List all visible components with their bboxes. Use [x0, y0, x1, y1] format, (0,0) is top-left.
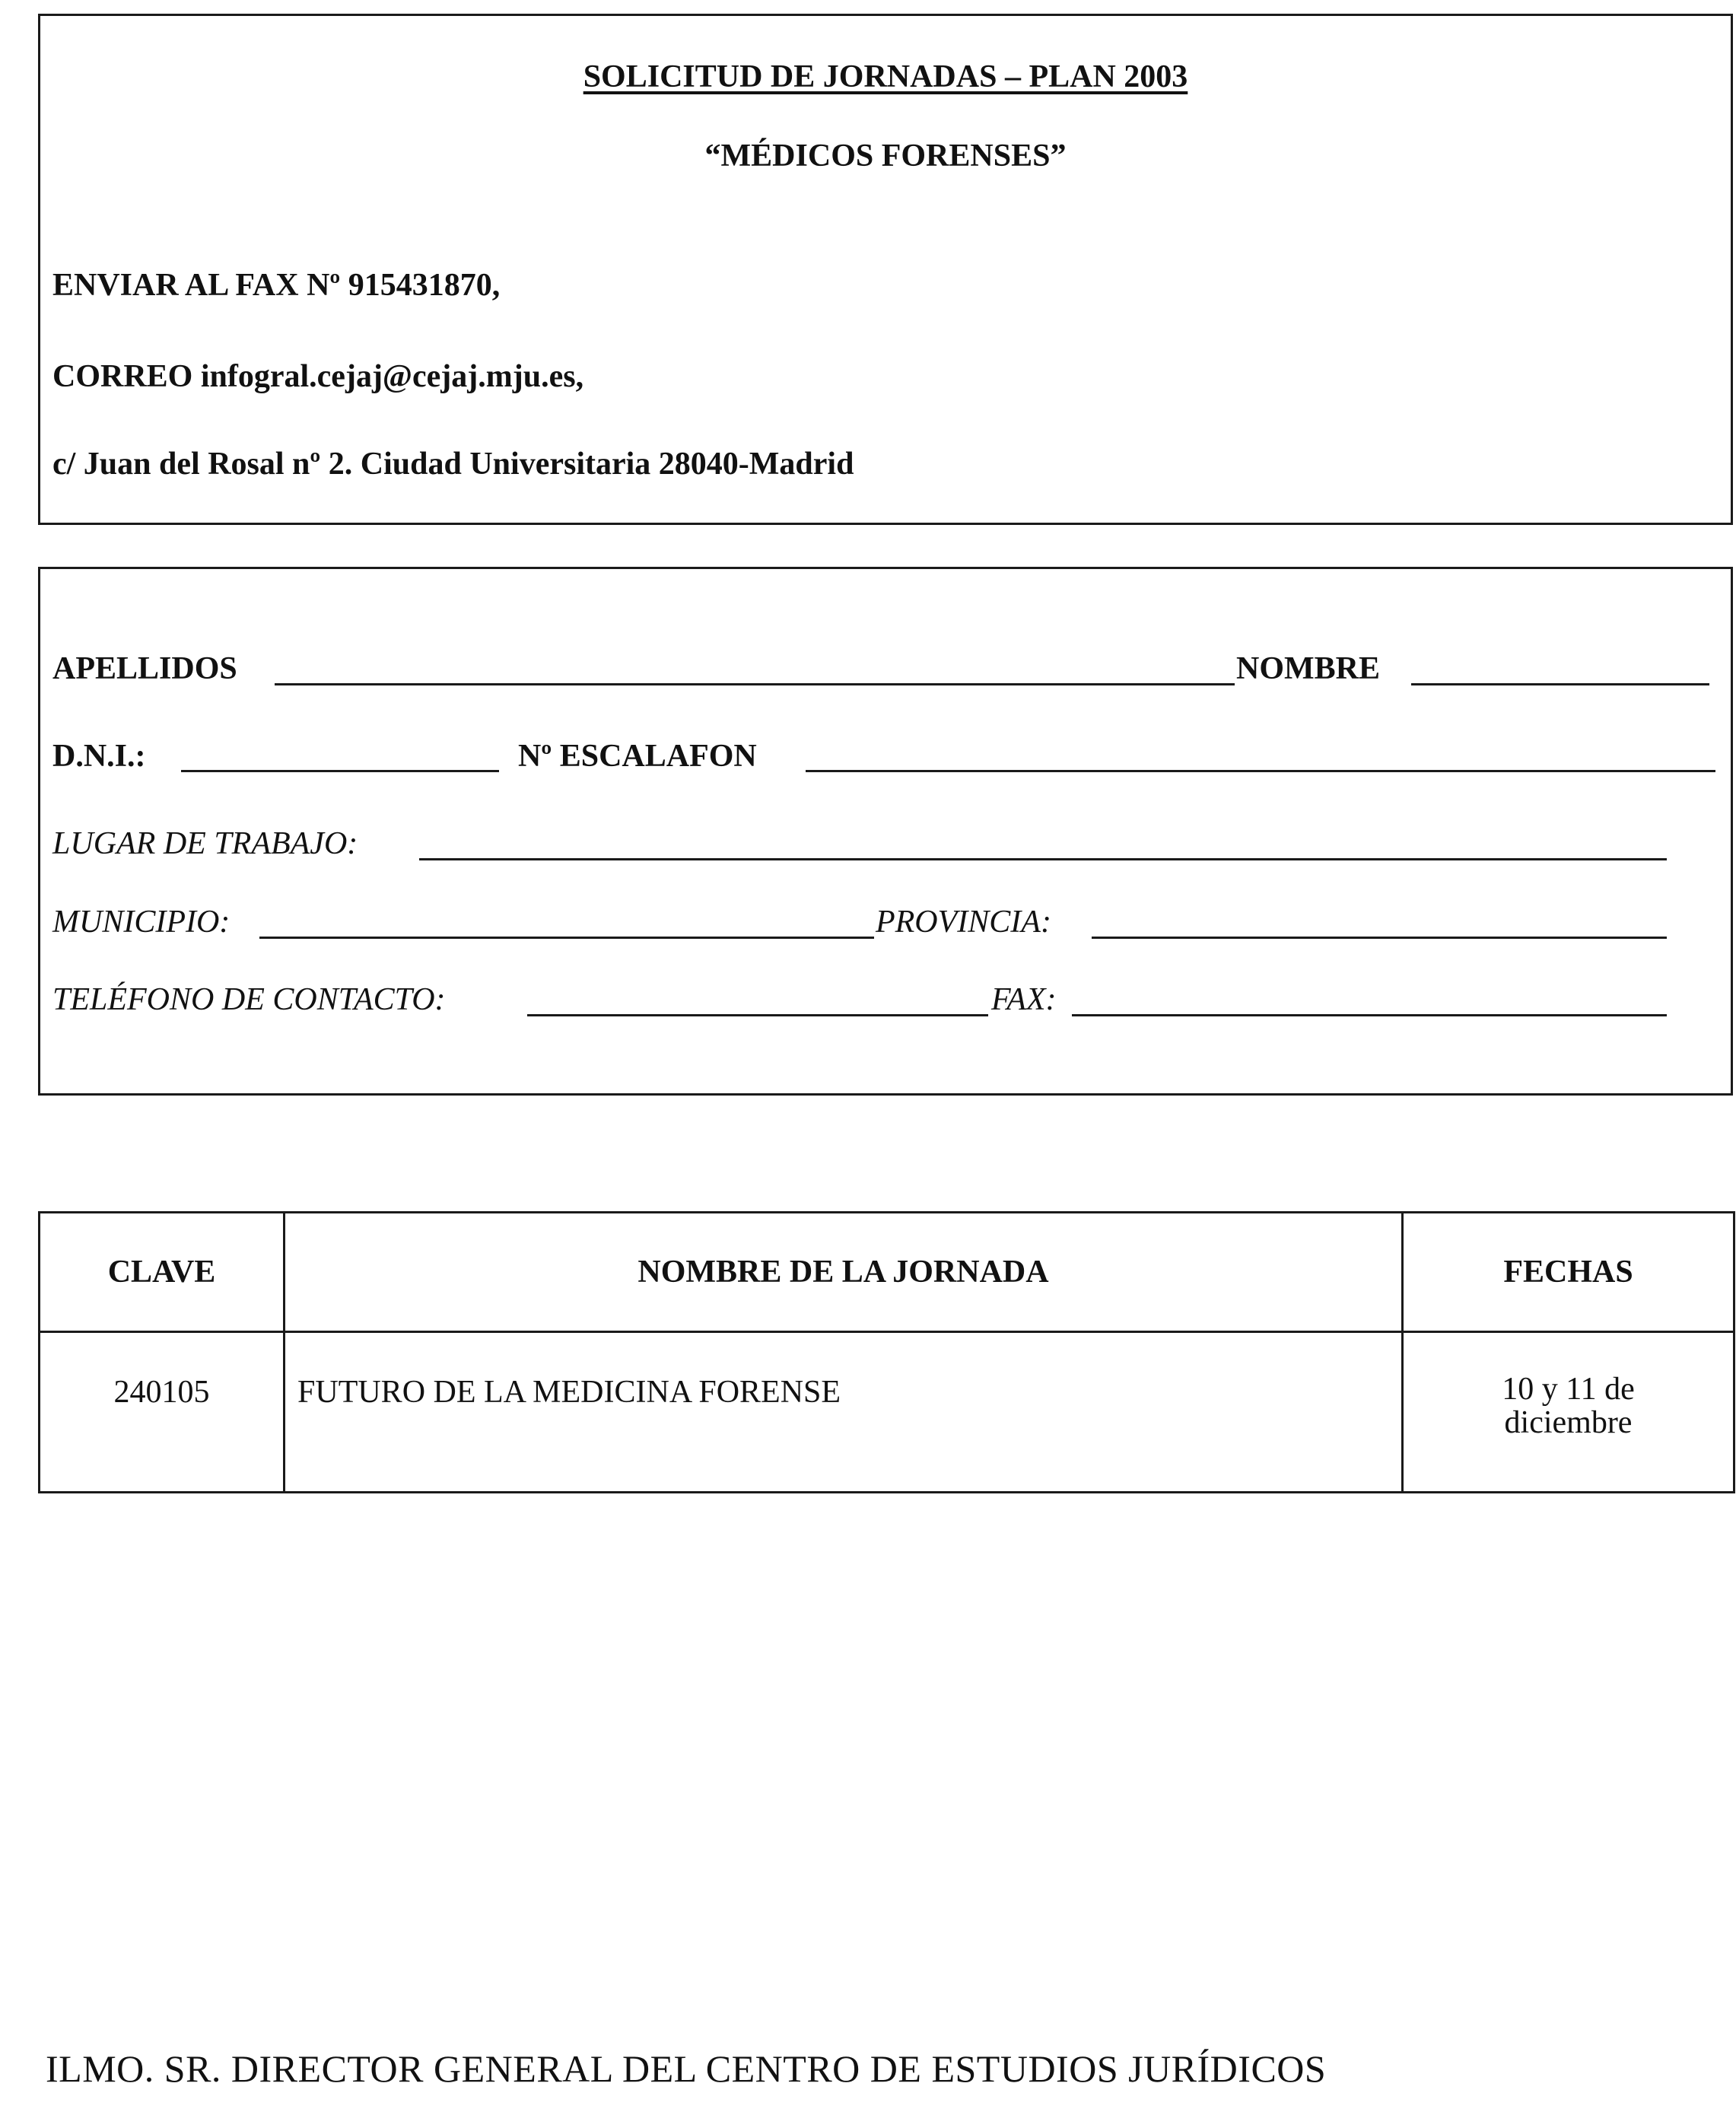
apellidos-field[interactable]: [275, 683, 1235, 685]
fechas-line-2: diciembre: [1504, 1405, 1633, 1441]
lugar-trabajo-field[interactable]: [419, 858, 1667, 860]
fax-field[interactable]: [1072, 1014, 1667, 1016]
nombre-field[interactable]: [1411, 683, 1709, 685]
dni-field[interactable]: [181, 770, 499, 772]
dni-label: D.N.I.:: [52, 739, 146, 774]
applicant-box: [38, 567, 1733, 1096]
provincia-field[interactable]: [1092, 937, 1667, 939]
course-table: [38, 1211, 1735, 1493]
telefono-field[interactable]: [527, 1014, 988, 1016]
column-header-clave: CLAVE: [40, 1213, 285, 1332]
provincia-label: PROVINCIA:: [876, 905, 1051, 940]
table-header-row: [40, 1213, 1734, 1332]
lugar-trabajo-label: LUGAR DE TRABAJO:: [52, 826, 358, 861]
municipio-label: MUNICIPIO:: [52, 905, 231, 940]
header-box: [38, 14, 1733, 525]
fechas-cell: [1403, 1332, 1734, 1493]
municipio-field[interactable]: [259, 937, 874, 939]
fax-label: FAX:: [991, 982, 1057, 1017]
clave-cell: 240105: [40, 1332, 285, 1493]
fax-instruction: ENVIAR AL FAX Nº 915431870,: [52, 268, 501, 303]
nombre-label: NOMBRE: [1236, 651, 1380, 686]
table-row: [40, 1332, 1734, 1493]
email-instruction: CORREO infogral.cejaj@cejaj.mju.es,: [52, 359, 584, 394]
form-subtitle: “MÉDICOS FORENSES”: [704, 138, 1067, 173]
nombre-cell: FUTURO DE LA MEDICINA FORENSE: [285, 1332, 1403, 1493]
form-title: SOLICITUD DE JORNADAS – PLAN 2003: [583, 59, 1188, 94]
addressee-line: ILMO. SR. DIRECTOR GENERAL DEL CENTRO DE ESTUDIOS JURÍDICOS: [46, 2047, 1327, 2090]
column-header-fechas: FECHAS: [1403, 1213, 1734, 1332]
escalafon-field[interactable]: [806, 770, 1715, 772]
column-header-nombre: NOMBRE DE LA JORNADA: [285, 1213, 1403, 1332]
fechas-line-1: 10 y 11 de: [1502, 1372, 1635, 1407]
apellidos-label: APELLIDOS: [52, 651, 237, 686]
postal-address: c/ Juan del Rosal nº 2. Ciudad Universitaria 28040-Madrid: [52, 447, 854, 482]
telefono-label: TELÉFONO DE CONTACTO:: [52, 982, 446, 1017]
escalafon-label: Nº ESCALAFON: [518, 739, 757, 774]
